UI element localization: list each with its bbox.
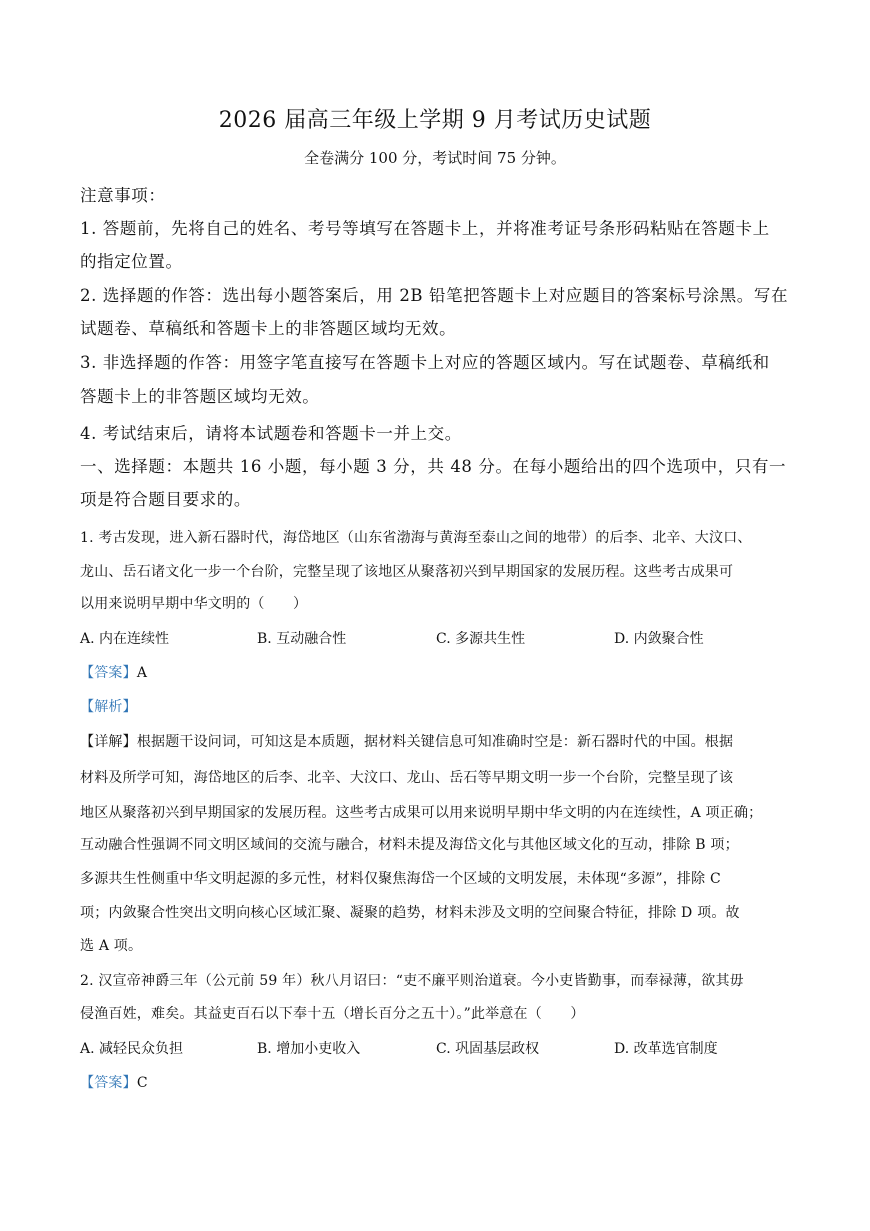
section-heading: 一、选择题：本题共 16 小题，每小题 3 分，共 48 分。在每小题给出的四个选项中，只有一 bbox=[80, 457, 787, 476]
question-1-stem: 以用来说明早期中华文明的（ ） bbox=[80, 596, 308, 612]
question-2-option-a: A. 减轻民众负担 bbox=[80, 1041, 184, 1057]
notice-line: 的指定位置。 bbox=[80, 252, 183, 271]
question-1-stem: 龙山、岳石诸文化一步一个台阶，完整呈现了该地区从聚落初兴到早期国家的发展历程。这些考古成果可 bbox=[80, 564, 734, 580]
question-2-stem: 2. 汉宣帝神爵三年（公元前 59 年）秋八月诏曰：“吏不廉平则治道衰。今小吏皆勤事，而奉禄薄，欲其毋 bbox=[80, 973, 744, 989]
notice-line: 2. 选择题的作答：选出每小题答案后，用 2B 铅笔把答题卡上对应题目的答案标号涂黑。写在 bbox=[80, 286, 789, 305]
notice-line: 试题卷、草稿纸和答题卡上的非答题区域均无效。 bbox=[80, 319, 457, 338]
question-1-detail: 材料及所学可知，海岱地区的后李、北辛、大汶口、龙山、岳石等早期文明一步一个台阶，完整呈现了该 bbox=[80, 770, 734, 786]
detail-tag: 【详解】 bbox=[80, 734, 137, 750]
question-1-detail: 地区从聚落初兴到早期国家的发展历程。这些考古成果可以用来说明早期中华文明的内在连续性，A 项正确； bbox=[80, 805, 763, 821]
analysis-tag: 【解析】 bbox=[80, 699, 137, 715]
notice-line: 4. 考试结束后，请将本试题卷和答题卡一并上交。 bbox=[80, 424, 462, 443]
question-1-detail: 选 A 项。 bbox=[80, 938, 143, 954]
question-1-detail: 多源共生性侧重中华文明起源的多元性，材料仅聚焦海岱一个区域的文明发展，未体现“多源”，排除 C bbox=[80, 871, 721, 887]
question-2-answer bbox=[80, 1073, 148, 1093]
question-1-detail: 互动融合性强调不同文明区域间的交流与融合，材料未提及海岱文化与其他区域文化的互动，排除 B 项； bbox=[80, 837, 739, 853]
question-1-analysis bbox=[80, 697, 137, 717]
question-2-option-d: D. 改革选官制度 bbox=[614, 1041, 718, 1057]
question-2-stem: 侵渔百姓，难矣。其益吏百石以下奉十五（增长百分之五十）。”此举意在（ ） bbox=[80, 1006, 585, 1022]
section-heading: 项是符合题目要求的。 bbox=[80, 490, 251, 509]
question-1-option-d: D. 内敛聚合性 bbox=[614, 631, 704, 647]
answer-value: A bbox=[136, 665, 148, 681]
exam-info: 全卷满分 100 分，考试时间 75 分钟。 bbox=[304, 149, 566, 167]
detail-text: 根据题干设问词，可知这是本质题，据材料关键信息可知准确时空是：新石器时代的中国。根据 bbox=[136, 734, 734, 750]
question-1-detail bbox=[80, 732, 733, 752]
question-1-answer bbox=[80, 663, 147, 683]
notice-line: 答题卡上的非答题区域均无效。 bbox=[80, 387, 320, 406]
question-2-option-c: C. 巩固基层政权 bbox=[436, 1041, 540, 1057]
notice-line: 3. 非选择题的作答：用签字笔直接写在答题卡上对应的答题区域内。写在试题卷、草稿纸和 bbox=[80, 353, 770, 372]
notice-heading: 注意事项： bbox=[80, 186, 166, 205]
question-1-detail: 项；内敛聚合性突出文明向核心区域汇聚、凝聚的趋势，材料未涉及文明的空间聚合特征，排除 D 项。故 bbox=[80, 905, 740, 921]
question-2-option-b: B. 增加小吏收入 bbox=[257, 1041, 361, 1057]
question-1-option-a: A. 内在连续性 bbox=[80, 631, 170, 647]
notice-line: 1. 答题前，先将自己的姓名、考号等填写在答题卡上，并将准考证号条形码粘贴在答题卡上 bbox=[80, 219, 770, 238]
page-title: 2026 届高三年级上学期 9 月考试历史试题 bbox=[218, 108, 652, 133]
question-1-stem: 1. 考古发现，进入新石器时代，海岱地区（山东省渤海与黄海至泰山之间的地带）的后李、北辛、大汶口、 bbox=[80, 530, 752, 546]
answer-value: C bbox=[136, 1075, 148, 1091]
answer-tag: 【答案】 bbox=[80, 1075, 137, 1091]
question-1-option-c: C. 多源共生性 bbox=[436, 631, 526, 647]
question-1-option-b: B. 互动融合性 bbox=[257, 631, 347, 647]
answer-tag: 【答案】 bbox=[80, 665, 137, 681]
